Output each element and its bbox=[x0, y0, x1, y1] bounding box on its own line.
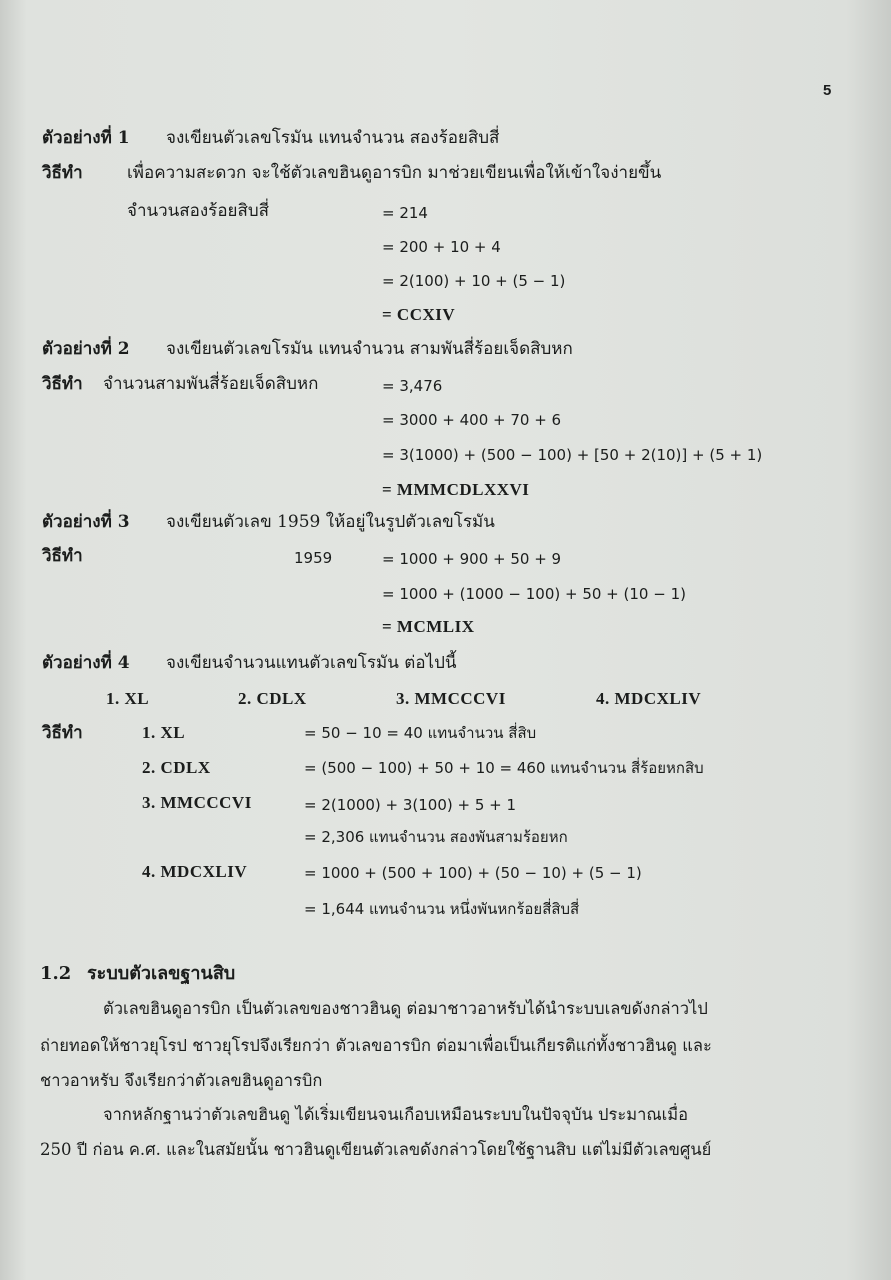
example-1-result: = CCXIV bbox=[382, 305, 456, 324]
example-3-step: = 1000 + 900 + 50 + 9 bbox=[382, 550, 562, 568]
section-title: ระบบตัวเลขฐานสิบ bbox=[87, 963, 236, 984]
example-1-step: = 2(100) + 10 + (5 − 1) bbox=[382, 272, 566, 290]
example-2-label: ตัวอย่างที่ 2 bbox=[42, 339, 130, 359]
paragraph-line: ชาวอาหรับ จึงเรียกว่าตัวเลขฮินดูอารบิก bbox=[40, 1071, 323, 1090]
paragraph-line: จากหลักฐานว่าตัวเลขฮินดู ได้เริ่มเขียนจนเกือบเหมือนระบบในปัจจุบัน ประมาณเมื่อ bbox=[103, 1105, 689, 1124]
example-1-step: = 214 bbox=[382, 204, 428, 222]
example-3-result: = MCMLIX bbox=[382, 617, 475, 636]
example-2-result: = MMMCDLXXVI bbox=[382, 480, 530, 499]
example-4-item: 3. MMCCCVI bbox=[396, 689, 506, 708]
paragraph-line: ตัวเลขฮินดูอารบิก เป็นตัวเลขของชาวฮินดู ต่อมาชาวอาหรับได้นำระบบเลขดังกล่าวไป bbox=[103, 999, 708, 1018]
example-4-item: 4. MDCXLIV bbox=[596, 689, 702, 708]
solution-line: = 50 − 10 = 40 แทนจำนวน สี่สิบ bbox=[304, 724, 537, 742]
page-number: 5 bbox=[823, 82, 832, 99]
example-4-method-label: วิธีทำ bbox=[42, 723, 83, 743]
example-3-method-label: วิธีทำ bbox=[42, 546, 83, 566]
solution-line: = (500 − 100) + 50 + 10 = 460 แทนจำนวน สี่ร้อยหกสิบ bbox=[304, 759, 704, 777]
example-4-item: 1. XL bbox=[106, 689, 150, 708]
example-2-step: = 3,476 bbox=[382, 377, 443, 395]
section-number: 1.2 bbox=[40, 963, 72, 984]
example-3-label: ตัวอย่างที่ 3 bbox=[42, 512, 130, 532]
solution-label: 4. MDCXLIV bbox=[142, 862, 248, 881]
example-2-step: = 3(1000) + (500 − 100) + [50 + 2(10)] + (5 + 1) bbox=[382, 446, 763, 464]
example-1-step: = 200 + 10 + 4 bbox=[382, 238, 501, 256]
example-1-line-label: จำนวนสองร้อยสิบสี่ bbox=[127, 201, 270, 221]
example-3-heading: จงเขียนตัวเลข 1959 ให้อยู่ในรูปตัวเลขโรมัน bbox=[166, 512, 495, 532]
example-1-method-text: เพื่อความสะดวก จะใช้ตัวเลขฮินดูอารบิก มาช่วยเขียนเพื่อให้เข้าใจง่ายขึ้น bbox=[127, 163, 662, 183]
example-2-line-label: จำนวนสามพันสี่ร้อยเจ็ดสิบหก bbox=[103, 374, 319, 394]
example-2-heading: จงเขียนตัวเลขโรมัน แทนจำนวน สามพันสี่ร้อยเจ็ดสิบหก bbox=[166, 339, 573, 359]
solution-label: 1. XL bbox=[142, 723, 186, 742]
example-3-step: = 1000 + (1000 − 100) + 50 + (10 − 1) bbox=[382, 585, 686, 603]
example-1-label: ตัวอย่างที่ 1 bbox=[42, 128, 130, 148]
example-2-method-label: วิธีทำ bbox=[42, 374, 83, 394]
example-2-step: = 3000 + 400 + 70 + 6 bbox=[382, 411, 562, 429]
example-4-label: ตัวอย่างที่ 4 bbox=[42, 653, 130, 673]
example-4-item: 2. CDLX bbox=[238, 689, 307, 708]
solution-line: = 2(1000) + 3(100) + 5 + 1 bbox=[304, 796, 517, 814]
solution-label: 2. CDLX bbox=[142, 758, 211, 777]
solution-label: 3. MMCCCVI bbox=[142, 793, 252, 812]
paragraph-line: ถ่ายทอดให้ชาวยุโรป ชาวยุโรปจึงเรียกว่า ตัวเลขอารบิก ต่อมาเพื่อเป็นเกียรติแก่ทั้งชาวฮินดู และ bbox=[40, 1036, 712, 1055]
solution-line: = 1000 + (500 + 100) + (50 − 10) + (5 − 1) bbox=[304, 864, 642, 882]
solution-line: = 2,306 แทนจำนวน สองพันสามร้อยหก bbox=[304, 828, 568, 846]
paragraph-line: 250 ปี ก่อน ค.ศ. และในสมัยนั้น ชาวฮินดูเขียนตัวเลขดังกล่าวโดยใช้ฐานสิบ แต่ไม่มีตัวเลขศูนย์ bbox=[40, 1140, 712, 1159]
solution-line: = 1,644 แทนจำนวน หนึ่งพันหกร้อยสี่สิบสี่ bbox=[304, 900, 580, 918]
example-4-heading: จงเขียนจำนวนแทนตัวเลขโรมัน ต่อไปนี้ bbox=[166, 653, 457, 673]
example-3-line-label: 1959 bbox=[294, 549, 333, 567]
example-1-heading: จงเขียนตัวเลขโรมัน แทนจำนวน สองร้อยสิบสี่ bbox=[166, 128, 500, 148]
example-1-method-label: วิธีทำ bbox=[42, 163, 83, 183]
